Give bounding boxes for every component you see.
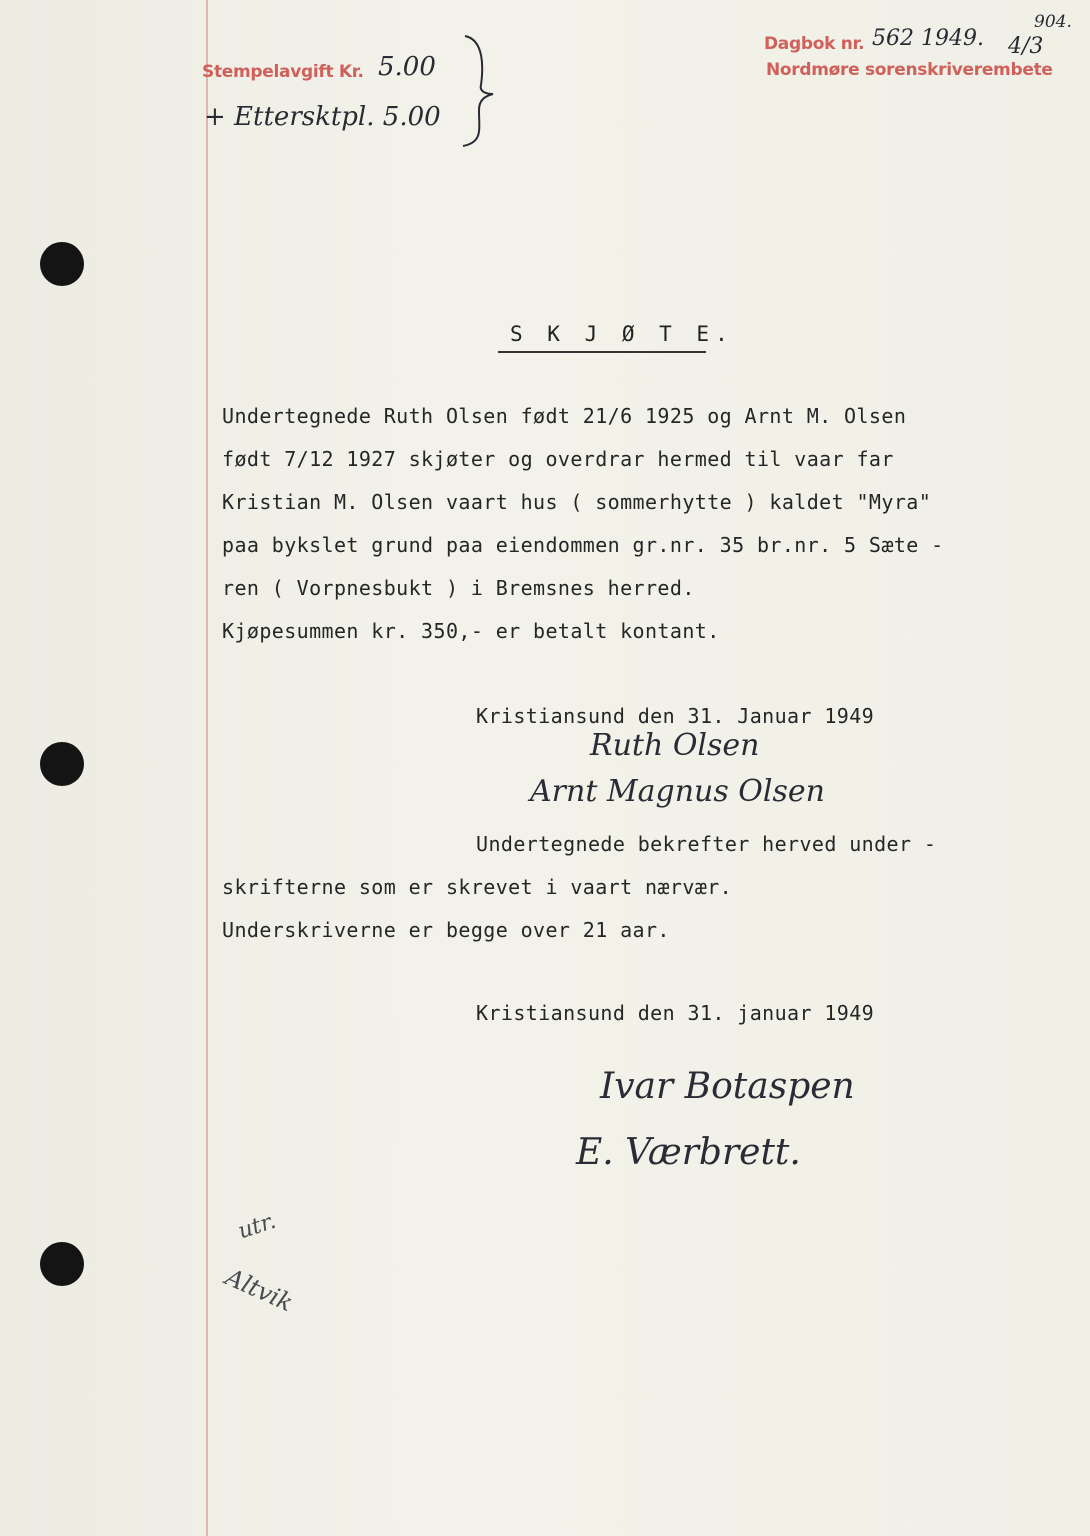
witness-line: Underskriverne er begge over 21 aar. <box>222 918 670 942</box>
dagbok-date: 4/3 <box>1008 34 1044 59</box>
page-number: 904. <box>1034 12 1072 32</box>
body-line: ren ( Vorpnesbukt ) i Bremsnes herred. <box>222 576 695 600</box>
punch-hole-bottom <box>40 1242 84 1286</box>
place-date-1: Kristiansund den 31. Januar 1949 <box>476 704 875 728</box>
stamp-fee-value: 5.00 <box>378 52 436 82</box>
punch-hole-middle <box>40 742 84 786</box>
margin-note-1: utr. <box>235 1208 280 1245</box>
body-line: født 7/12 1927 skjøter og overdrar hermed til vaar far <box>222 447 894 471</box>
dagbok-prefix: Dagbok nr. <box>764 34 865 54</box>
body-line: Undertegnede Ruth Olsen født 21/6 1925 og Arnt M. Olsen <box>222 404 907 428</box>
signature-ruth-olsen: Ruth Olsen <box>590 728 760 763</box>
document-title: S K J Ø T E. <box>510 322 734 346</box>
dagbok-number: 562 1949. <box>872 26 984 51</box>
witness-line: skrifterne som er skrevet i vaart nærvær. <box>222 875 733 899</box>
witness-line: Undertegnede bekrefter herved under - <box>476 832 937 856</box>
place-date-2: Kristiansund den 31. januar 1949 <box>476 1001 875 1025</box>
margin-note-2: Altvik <box>221 1262 298 1318</box>
title-underline <box>498 351 706 353</box>
margin-rule <box>206 0 208 1536</box>
body-line: Kristian M. Olsen vaart hus ( sommerhytte ) kaldet "Myra" <box>222 490 932 514</box>
body-line: Kjøpesummen kr. 350,- er betalt kontant. <box>222 619 720 643</box>
body-line: paa bykslet grund paa eiendommen gr.nr. 35 br.nr. 5 Sæte - <box>222 533 944 557</box>
punch-hole-top <box>40 242 84 286</box>
signature-arnt-olsen: Arnt Magnus Olsen <box>530 774 825 809</box>
stamp-fee-label: Stempelavgift Kr. <box>202 62 364 82</box>
witness-signature-2: E. Værbrett. <box>576 1132 801 1173</box>
extra-fee: + Ettersktpl. 5.00 <box>204 102 441 132</box>
brace-icon <box>455 30 505 150</box>
office-stamp: Nordmøre sorenskriverembete <box>766 60 1053 80</box>
witness-signature-1: Ivar Botaspen <box>600 1066 855 1107</box>
